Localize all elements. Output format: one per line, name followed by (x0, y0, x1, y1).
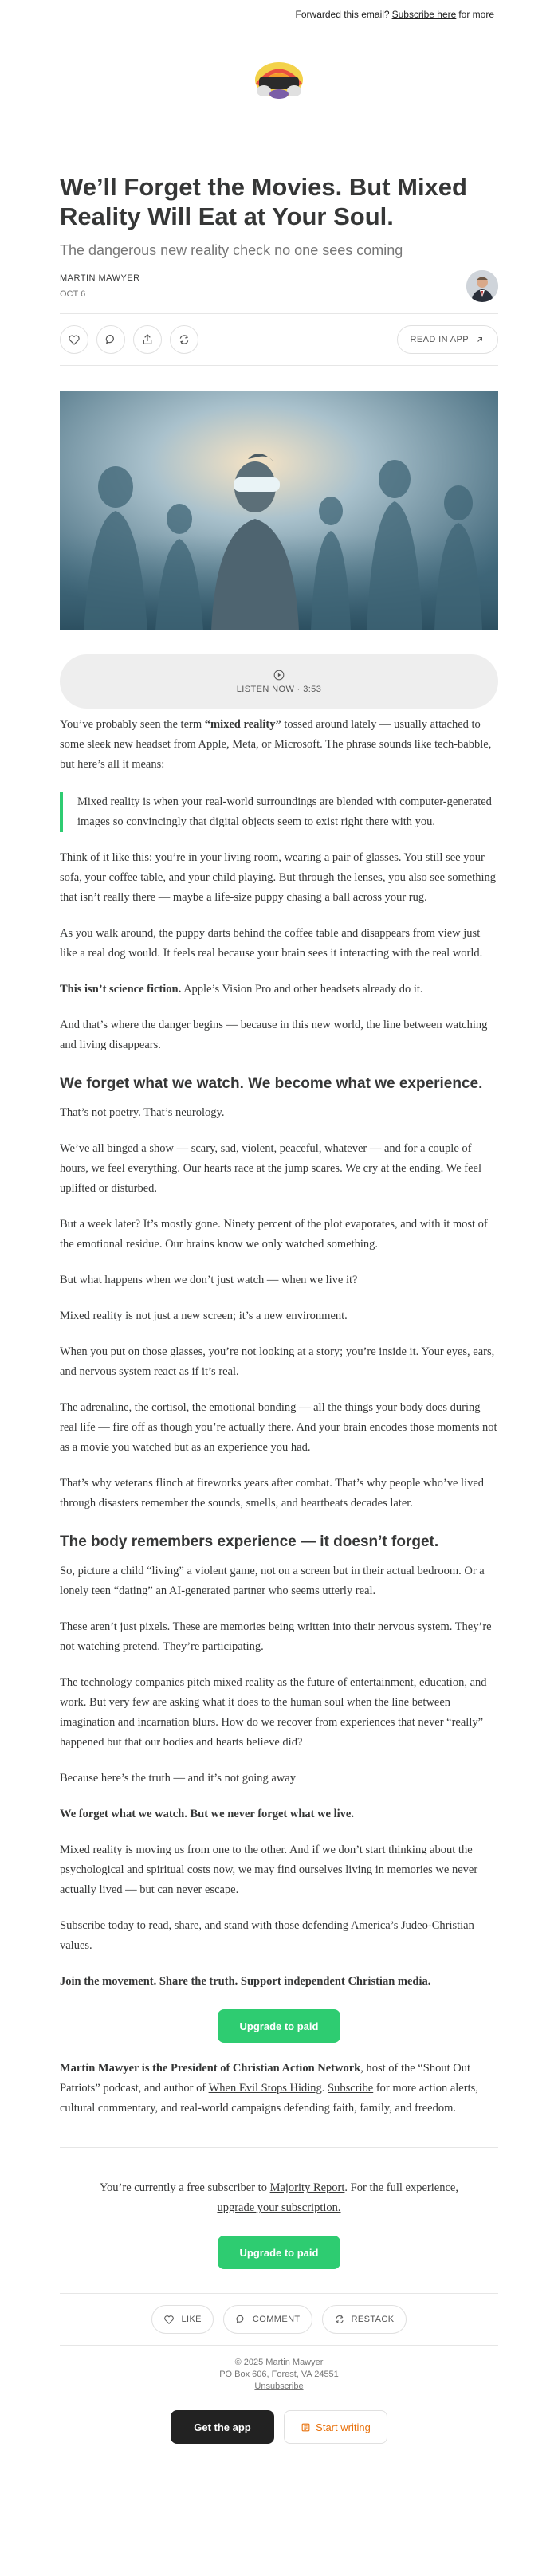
subscribe-link[interactable]: Subscribe (60, 1919, 106, 1932)
paragraph: When you put on those glasses, you’re not looking at a story; you’re inside it. Your eyes, ears, and nervous system react as if it’s real. (60, 1345, 495, 1378)
paragraph: The technology companies pitch mixed reality as the future of entertainment, education, and work. But very few are asking what it does to the human soul when the line between imagination and incarnation blurs. How do we recover from experiences that never “really” happened but that our bodies and hearts believe did? (60, 1676, 487, 1749)
paragraph: So, picture a child “living” a violent game, not on a screen but in their actual bedroom. Or a lonely teen “dating” an AI-generated partner who seems utterly real. (60, 1565, 485, 1597)
read-in-app-button[interactable] (397, 325, 498, 354)
paragraph: But what happens when we don’t just watch — when we live it? (60, 1274, 358, 1286)
subscribe-here-link[interactable]: Subscribe here (391, 9, 457, 20)
post-body (60, 715, 498, 2119)
paragraph: Join the movement. Share the truth. Support independent Christian media. (60, 1975, 431, 1988)
like-button[interactable] (60, 325, 88, 354)
paragraph: These aren’t just pixels. These are memories being written into their nervous system. They’re not watching pretend. They’re participating. (60, 1620, 492, 1653)
share-button[interactable] (133, 325, 162, 354)
upgrade-subscription-link[interactable]: upgrade your subscription. (217, 2201, 341, 2214)
paragraph: That’s not poetry. That’s neurology. (60, 1106, 225, 1119)
unsubscribe-link[interactable]: Unsubscribe (254, 2382, 304, 2391)
paragraph: You’ve probably seen the term “mixed reality” tossed around lately — usually attached to some sleek new headset from Apple, Meta, or Microsoft. The phrase sounds like tech-babble, but here’s all it means: (60, 718, 492, 771)
play-icon (273, 670, 285, 681)
bio-subscribe-link[interactable]: Subscribe (328, 2082, 374, 2095)
legal-footer (60, 2357, 498, 2393)
address: PO Box 606, Forest, VA 24551 (219, 2370, 339, 2379)
pencil-icon (301, 2422, 311, 2433)
mixed-reality-term: “mixed reality” (204, 718, 281, 731)
get-the-app-button[interactable]: Get the app (171, 2410, 274, 2444)
footer-action-bar (60, 2293, 498, 2346)
footer-restack-button[interactable]: RESTACK (322, 2305, 407, 2334)
comment-button[interactable] (96, 325, 125, 354)
comment-icon (104, 333, 117, 346)
post-date: OCT 6 (60, 289, 86, 299)
post-action-bar (60, 313, 498, 366)
listen-now-label: LISTEN NOW · 3:53 (236, 684, 322, 694)
author-bio: Martin Mawyer is the President of Christian Action Network, host of the “Shout Out Patriots” podcast, and author of When Evil Stops Hiding. Subscribe for more action alerts, cultural commentary, and real-world campaigns defending faith, family, and freedom. (60, 2062, 478, 2115)
author-name[interactable]: MARTIN MAWYER (60, 273, 140, 283)
paragraph: We’ve all binged a show — scary, sad, violent, peaceful, whatever — and for a couple of hours, we feel everything. Our hearts race at the jump scares. We cry at the ending. We feel uplifted or disturbed. (60, 1142, 481, 1195)
forward-bar (0, 0, 558, 29)
external-arrow-icon (475, 335, 485, 344)
restack-icon (334, 2314, 345, 2325)
paragraph: Mixed reality is not just a new screen; it’s a new environment. (60, 1310, 348, 1322)
paragraph: Mixed reality is moving us from one to the other. And if we don’t start thinking about the psychological and spiritual costs now, we may find ourselves living in memories we never actually lived — but can never escape. (60, 1844, 478, 1896)
comment-icon (235, 2314, 246, 2325)
blockquote: Mixed reality is when your real-world surroundings are blended with computer-generated images so convincingly that digital objects seem to exist right there with you. (60, 792, 498, 832)
restack-button[interactable] (170, 325, 198, 354)
paragraph: The adrenaline, the cortisol, the emotional bonding — all the things your body does during real life — fire off as though you’re actually there. And your brain encodes those moments not as a movie you watched but as an experience you had. (60, 1401, 497, 1454)
restack-icon (178, 333, 191, 346)
paragraph: Think of it like this: you’re in your living room, wearing a pair of glasses. You still see your sofa, your coffee table, and your child playing. But through the lenses, you also see something that isn’t really there — maybe a life-size puppy chasing a ball across your rug. (60, 851, 496, 904)
paragraph: And that’s where the danger begins — because in this new world, the line between watching and living disappears. (60, 1019, 488, 1051)
post-title[interactable]: We’ll Forget the Movies. But Mixed Reality Will Eat at Your Soul. (60, 173, 467, 230)
share-icon (141, 333, 154, 346)
paragraph: This isn’t science fiction. Apple’s Vision Pro and other headsets already do it. (60, 983, 423, 995)
footer-like-button[interactable]: LIKE (151, 2305, 213, 2334)
paragraph: As you walk around, the puppy darts behind the coffee table and disappears from view just like a real dog would. It feels real because your brain sees it interacting with the real world. (60, 927, 483, 960)
book-link[interactable]: When Evil Stops Hiding (208, 2082, 322, 2095)
paragraph: We forget what we watch. But we never forget what we live. (60, 1808, 354, 1820)
copyright: © 2025 Martin Mawyer (234, 2358, 324, 2367)
heart-icon (163, 2314, 175, 2325)
subscription-notice: You’re currently a free subscriber to Majority Report. For the full experience, upgrade your subscription. Upgrade to paid (60, 2147, 498, 2269)
publication-logo[interactable] (248, 53, 310, 104)
upgrade-to-paid-button[interactable]: Upgrade to paid (218, 2009, 341, 2043)
footer-upgrade-button[interactable]: Upgrade to paid (218, 2236, 341, 2269)
start-writing-button[interactable]: Start writing (284, 2410, 387, 2444)
paragraph: But a week later? It’s mostly gone. Ninety percent of the plot evaporates, and with it most of the emotional residue. Our brains know we only watched something. (60, 1218, 488, 1251)
publication-link[interactable]: Majority Report (269, 2181, 345, 2194)
paragraph: Because here’s the truth — and it’s not going away (60, 1772, 296, 1785)
forward-prefix: Forwarded this email? (295, 9, 390, 20)
author-avatar[interactable] (466, 270, 498, 302)
section-heading: The body remembers experience — it doesn’t forget. (60, 1533, 439, 1550)
heart-icon (68, 333, 81, 346)
read-in-app-label: READ IN APP (410, 335, 469, 344)
hero-image[interactable] (60, 391, 498, 630)
post-subtitle: The dangerous new reality check no one sees coming (60, 242, 403, 258)
paragraph: Subscribe today to read, share, and stand with those defending America’s Judeo-Christian values. (60, 1919, 474, 1952)
section-heading: We forget what we watch. We become what we experience. (60, 1075, 483, 1092)
forward-suffix: for more (458, 9, 494, 20)
listen-now-button[interactable] (60, 654, 498, 709)
footer-comment-button[interactable]: COMMENT (223, 2305, 312, 2334)
paragraph: That’s why veterans flinch at fireworks years after combat. That’s why people who’ve lived through disasters remember the sounds, smells, and heartbeats decades later. (60, 1477, 485, 1510)
